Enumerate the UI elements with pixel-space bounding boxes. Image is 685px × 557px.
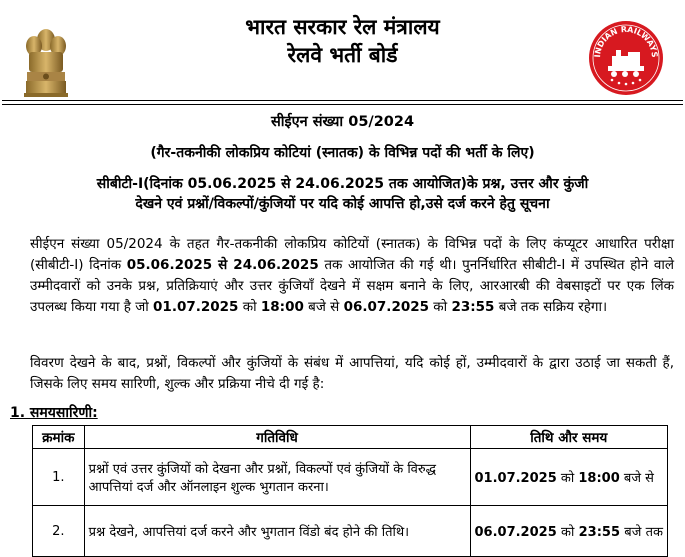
row-time: 18:00 [578, 471, 620, 486]
exam-date-range: 05.06.2025 से 24.06.2025 [126, 257, 319, 273]
table-header-row [33, 426, 668, 449]
header-divider [2, 100, 683, 101]
para1-text: तक आयोजित की गई थी। पुनर्निर्धारित सीबीटी-I में उपस्थित होने वाले उम्मीदवारों को उनके प्रश्न, प्रतिक्रियाएं और उत्तर कुंजियाँ देखने में सक्षम बनाने के लिए, आरआरबी की वेबसाइटों पर एक लिंक उपलब्ध किया गया है जो [30, 257, 674, 315]
cen-number-title: सीईएन संख्या 05/2024 [270, 114, 415, 130]
intro-paragraph [30, 234, 674, 318]
end-date: 06.07.2025 [343, 299, 430, 315]
row-activity: प्रश्न देखने, आपत्तियां दर्ज करने और भुगतान विंडो बंद होने की तिथि। [84, 506, 470, 557]
row-time: 23:55 [578, 525, 621, 540]
notice-heading-line1: सीबीटी-I(दिनांक 05.06.2025 से 24.06.2025 तक आयोजित)के प्रश्न, उत्तर और कुंजी [96, 176, 589, 192]
para1-text: को [238, 299, 261, 315]
row-time-suffix: बजे से [619, 471, 654, 486]
row-time-suffix: बजे तक [620, 525, 663, 540]
notice-subtitle: (गैर-तकनीकी लोकप्रिय कोटियां (स्नातक) के विभिन्न पदों की भर्ती के लिए) [150, 145, 535, 161]
start-time: 18:00 [260, 299, 304, 315]
row-date: 01.07.2025 [474, 471, 557, 486]
objection-paragraph: विवरण देखने के बाद, प्रश्नों, विकल्पों और कुंजियों के संबंध में आपत्तियां, यदि कोई हों, उम्मीदवारों के द्वारा उठाई जा सकती हैं, जिसके लिए समय सारिणी, शुल्क और प्रक्रिया नीचे दी गई है: [30, 355, 674, 392]
column-header-sno: क्रमांक [33, 426, 85, 449]
notice-heading [40, 174, 645, 214]
schedule-table [32, 425, 668, 557]
end-time: 23:55 [451, 299, 495, 315]
row-date: 06.07.2025 [474, 525, 557, 540]
header-board-title: रेलवे भर्ती बोर्ड [287, 43, 398, 67]
indian-railways-logo-icon [588, 20, 664, 96]
row-date-connector: को [556, 471, 579, 486]
table-row [33, 449, 668, 506]
column-header-activity: गतिविधि [84, 426, 470, 449]
row-activity: प्रश्नों एवं उत्तर कुंजियों को देखना और प्रश्नों, विकल्पों एवं कुंजियों के विरुद्ध आपत्तियां दर्ज और ऑनलाइन शुल्क भुगतान करना। [84, 449, 470, 506]
para1-text: बजे से [303, 299, 344, 315]
notice-heading-line2: देखने एवं प्रश्नों/विकल्पों/कुंजियों पर यदि कोई आपत्ति हो,उसे दर्ज करने हेतु सूचना [135, 196, 550, 212]
para1-text: को [429, 299, 452, 315]
national-emblem-icon [22, 24, 70, 98]
column-header-datetime: तिथि और समय [470, 426, 668, 449]
header-ministry-title: भारत सरकार रेल मंत्रालय [245, 15, 440, 39]
row-sno: 2. [33, 506, 85, 557]
row-datetime [470, 449, 668, 506]
header-divider-thin [2, 104, 683, 105]
schedule-heading: 1. समयसारिणी: [10, 405, 98, 421]
row-date-connector: को [556, 525, 579, 540]
row-sno: 1. [33, 449, 85, 506]
para1-text: सीईएन संख्या 05/2024 के तहत गैर-तकनीकी लोकप्रिय कोटियों (स्नातक) के विभिन्न पदों के लिए कंप्यूटर आधारित परीक्षा (सीबीटी-I) दिनांक [30, 236, 674, 273]
para1-text: बजे तक सक्रिय रहेगा। [494, 299, 608, 315]
svg-text:INDIAN RAILWAYS: INDIAN RAILWAYS [592, 24, 660, 58]
start-date: 01.07.2025 [153, 299, 239, 315]
